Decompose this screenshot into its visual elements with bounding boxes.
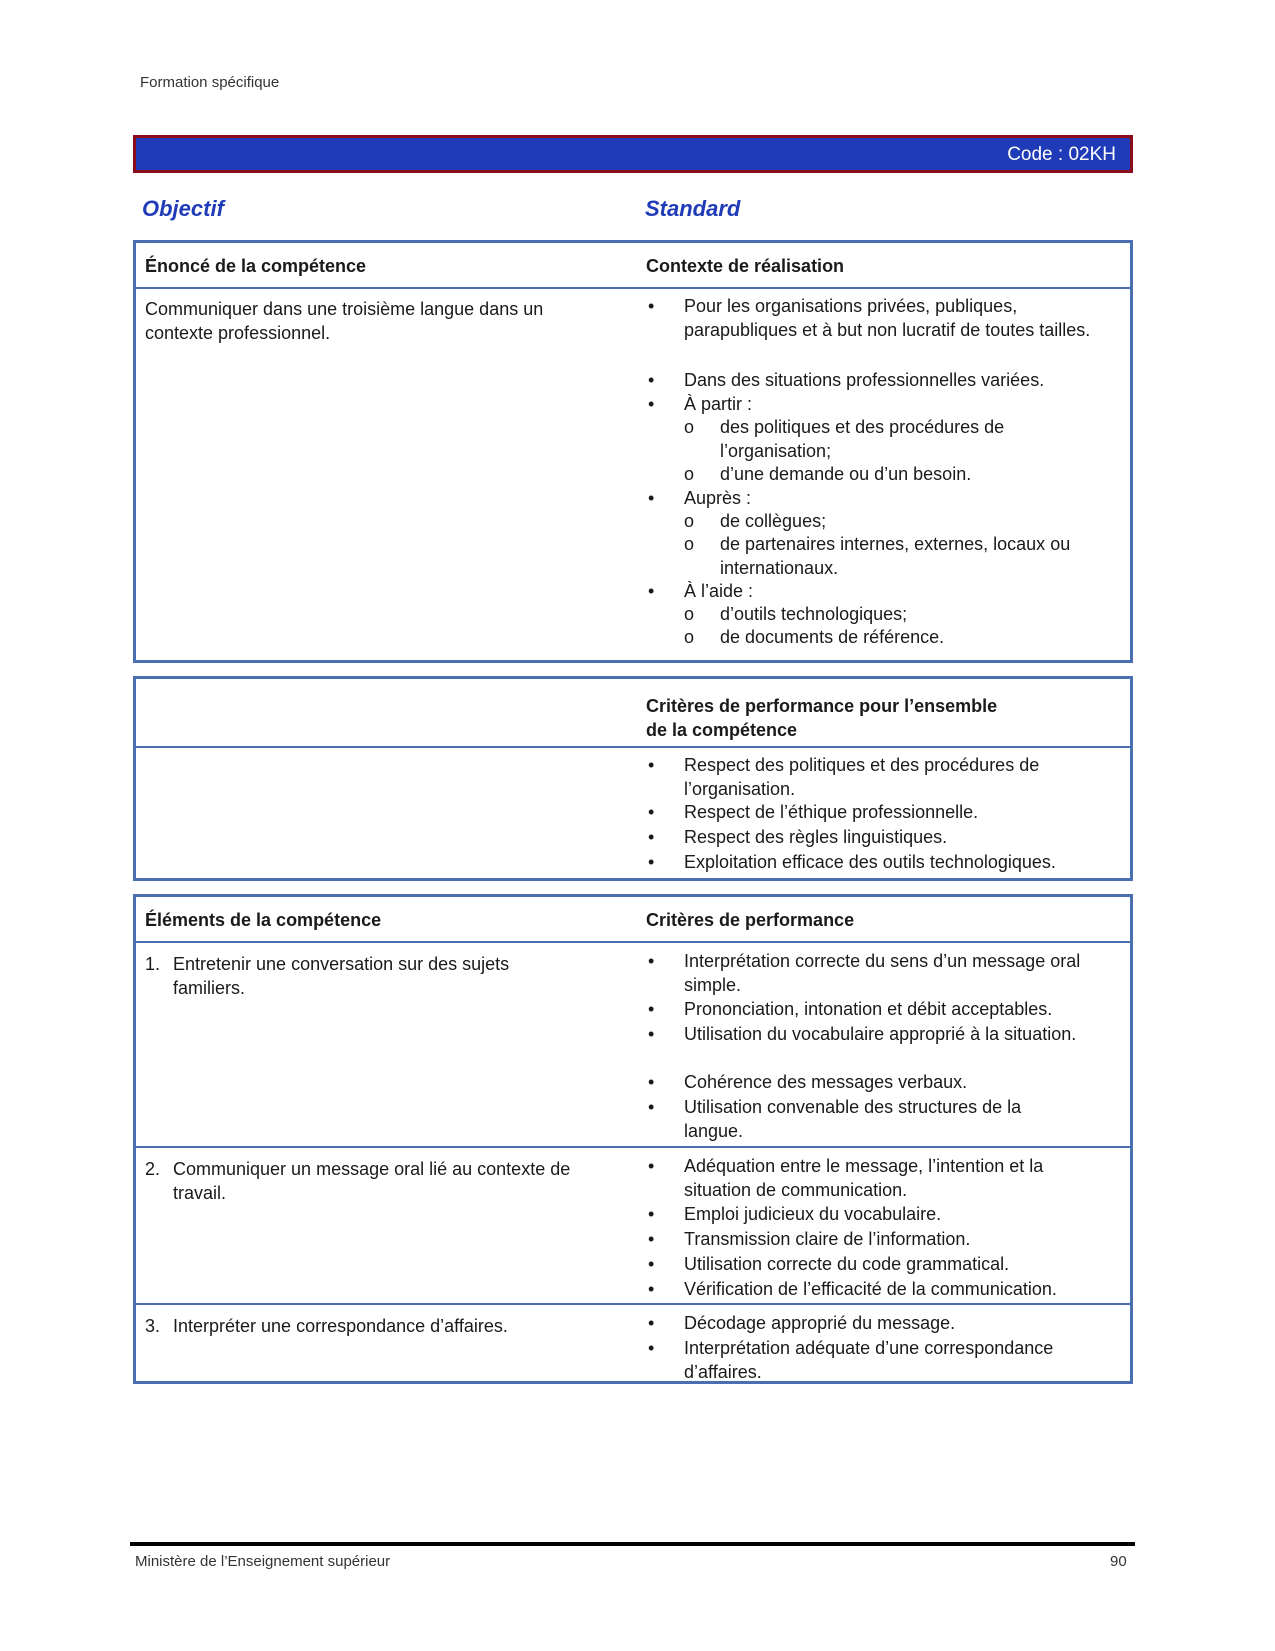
objectif-heading: Objectif	[142, 196, 224, 221]
list-item: • Cohérence des messages verbaux.	[648, 1072, 968, 1092]
standard-heading: Standard	[645, 196, 741, 221]
list-item: • Décodage approprié du message.	[648, 1313, 956, 1333]
competence-statement: Communiquer dans une troisième langue dans un contexte professionnel.	[145, 299, 544, 343]
sub-list-item: o de collègues;	[684, 511, 827, 531]
list-item: • Pour les organisations privées, publiques, parapubliques et à but non lucratif de toutes tailles.	[648, 296, 1091, 340]
header-divider	[136, 941, 1130, 943]
code-bar	[133, 135, 1133, 173]
bullet-icon: •	[648, 802, 655, 822]
element-item: 1. Entretenir une conversation sur des sujets familiers.	[145, 954, 510, 998]
global-criteria-header: Critères de performance pour l’ensemble de la compétence	[646, 696, 998, 740]
bullet-icon: •	[648, 827, 655, 847]
bullet-icon: •	[648, 951, 655, 971]
circle-bullet-icon: o	[684, 627, 695, 647]
circle-bullet-icon: o	[684, 534, 695, 554]
row-divider	[136, 1303, 1130, 1305]
bullet-icon: •	[648, 1338, 655, 1358]
bullet-icon: •	[648, 1097, 655, 1117]
bullet-icon: •	[648, 370, 655, 390]
bullet-icon: •	[648, 581, 655, 601]
list-item: • À partir :	[648, 394, 753, 414]
circle-bullet-icon: o	[684, 417, 695, 437]
bullet-icon: •	[648, 1313, 655, 1333]
elements-header: Éléments de la compétence	[145, 910, 382, 930]
list-item: • Auprès :	[648, 488, 752, 508]
sub-list-item: o de partenaires internes, externes, locaux ou internationaux.	[684, 534, 1071, 578]
list-item: • Utilisation du vocabulaire approprié à la situation.	[648, 1024, 1077, 1044]
bullet-icon: •	[648, 1254, 655, 1274]
sub-list-item: o d’une demande ou d’un besoin.	[684, 464, 972, 484]
bullet-icon: •	[648, 1156, 655, 1176]
header-divider	[136, 746, 1130, 748]
list-item: • Respect des règles linguistiques.	[648, 827, 948, 847]
element-item: 3. Interpréter une correspondance d’affaires.	[145, 1316, 508, 1336]
bullet-icon: •	[648, 394, 655, 414]
list-item: • Exploitation efficace des outils technologiques.	[648, 852, 1056, 872]
bullet-icon: •	[648, 1279, 655, 1299]
list-item: • Transmission claire de l’information.	[648, 1229, 971, 1249]
row-divider	[136, 1146, 1130, 1148]
bullet-icon: •	[648, 1024, 655, 1044]
circle-bullet-icon: o	[684, 464, 695, 484]
list-item: • Dans des situations professionnelles variées.	[648, 370, 1045, 390]
circle-bullet-icon: o	[684, 604, 695, 624]
list-item: • Emploi judicieux du vocabulaire.	[648, 1204, 942, 1224]
course-code: Code : 02KH	[1007, 144, 1116, 165]
competence-statement-box	[133, 240, 1133, 663]
list-item: • Respect des politiques et des procédures de l’organisation.	[648, 755, 1040, 799]
elements-criteria-box	[133, 894, 1133, 1384]
footer-rule	[130, 1542, 1135, 1546]
criteria-header: Critères de performance	[646, 910, 855, 930]
bullet-icon: •	[648, 488, 655, 508]
bullet-icon: •	[648, 1072, 655, 1092]
bullet-icon: •	[648, 755, 655, 775]
list-item: • Interprétation correcte du sens d’un message oral simple.	[648, 951, 1081, 995]
sub-list-item: o de documents de référence.	[684, 627, 945, 647]
header-divider	[136, 287, 1130, 289]
bullet-icon: •	[648, 1229, 655, 1249]
list-item: • Interprétation adéquate d’une correspondance d’affaires.	[648, 1338, 1054, 1382]
list-item: • Adéquation entre le message, l’intention et la situation de communication.	[648, 1156, 1044, 1200]
element-item: 2. Communiquer un message oral lié au contexte de travail.	[145, 1159, 571, 1203]
list-item: • Utilisation correcte du code grammatical.	[648, 1254, 1010, 1274]
statement-header: Énoncé de la compétence	[145, 256, 367, 276]
running-head: Formation spécifique	[140, 74, 280, 91]
list-item: • Vérification de l’efficacité de la communication.	[648, 1279, 1057, 1299]
list-item: • Utilisation convenable des structures de la langue.	[648, 1097, 1022, 1141]
list-item: • Prononciation, intonation et débit acceptables.	[648, 999, 1053, 1019]
bullet-icon: •	[648, 1204, 655, 1224]
list-item: • À l’aide :	[648, 581, 754, 601]
bullet-icon: •	[648, 852, 655, 872]
bullet-icon: •	[648, 999, 655, 1019]
bullet-icon: •	[648, 296, 655, 316]
sub-list-item: o d’outils technologiques;	[684, 604, 908, 624]
global-criteria-box	[133, 676, 1133, 881]
sub-list-item: o des politiques et des procédures de l’organisation;	[684, 417, 1005, 461]
list-item: • Respect de l’éthique professionnelle.	[648, 802, 979, 822]
footer-ministry: Ministère de l’Enseignement supérieur	[135, 1553, 391, 1570]
context-header: Contexte de réalisation	[646, 256, 845, 276]
page-number: 90	[1110, 1553, 1127, 1570]
circle-bullet-icon: o	[684, 511, 695, 531]
